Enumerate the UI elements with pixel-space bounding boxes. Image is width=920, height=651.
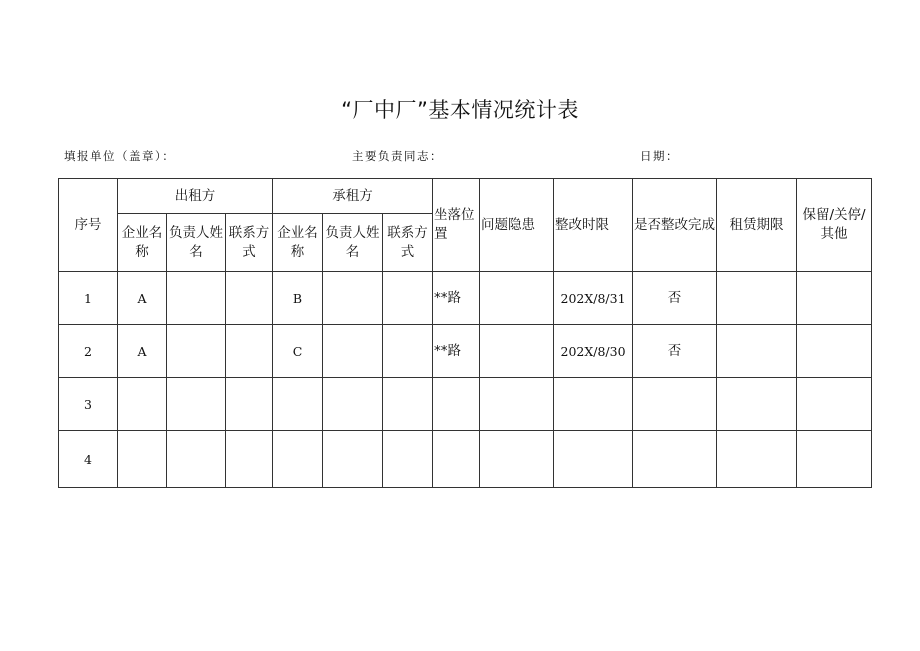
cell-status [797,378,872,431]
cell-location [433,431,480,488]
header-lessor-person [167,214,226,272]
header-row-1 [59,179,872,214]
header-lessee-company [273,214,323,272]
cell-lease-term [717,272,797,325]
table-row [59,325,872,378]
cell-lessee-person [323,431,383,488]
cell-lessor-person [167,272,226,325]
cell-status [797,325,872,378]
leader-label: 主要负责同志： [352,149,443,163]
cell-completed [633,431,717,488]
header-lessee-contact [383,214,433,272]
cell-lessee-person [323,272,383,325]
table-row [59,378,872,431]
header-lessor-contact-text: 联系方式 [228,224,270,260]
cell-lessor-company [118,378,167,431]
header-completed [633,179,717,272]
cell-lessee-contact [383,378,433,431]
cell-hazard [480,378,554,431]
cell-lessor-company: A [118,325,167,378]
cell-location: **路 [433,325,480,378]
header-status [797,179,872,272]
header-completed-text: 是否整改完成 [634,216,716,233]
header-lessor-person-text: 负责人姓名 [169,224,223,260]
cell-lessor-company: A [118,272,167,325]
cell-lessor-contact [226,325,273,378]
reporting-unit-label: 填报单位（盖章）： [64,149,176,163]
cell-completed: 否 [633,325,717,378]
header-lessor-company-text: 企业名称 [121,224,163,260]
cell-location [433,378,480,431]
cell-lessor-person [167,325,226,378]
cell-hazard [480,431,554,488]
header-status-text: 保留/关停/其他 [802,207,866,242]
cell-status [797,272,872,325]
header-hazard: 问题隐患 [480,179,554,272]
cell-lessee-contact [383,272,433,325]
header-lessee-person [323,214,383,272]
cell-completed [633,378,717,431]
header-lessee-contact-text: 联系方式 [387,224,428,260]
cell-lease-term [717,378,797,431]
cell-lessor-contact [226,431,273,488]
cell-seq: 3 [59,378,118,431]
date-label: 日期： [640,149,679,163]
header-lessee: 承租方 [273,179,433,214]
header-lessee-person-text: 负责人姓名 [325,224,380,260]
table-row [59,431,872,488]
header-deadline: 整改时限 [554,179,633,272]
cell-lessee-contact [383,431,433,488]
cell-lessee-contact [383,325,433,378]
cell-lease-term [717,325,797,378]
header-seq: 序号 [59,179,118,272]
statistics-table [58,178,872,488]
cell-deadline [554,431,633,488]
cell-hazard [480,272,554,325]
document-title: “厂中厂”基本情况统计表 [341,98,579,122]
cell-lessor-person [167,431,226,488]
cell-lessor-contact [226,378,273,431]
cell-lessee-person [323,325,383,378]
cell-lessee-person [323,378,383,431]
header-lessee-company-text: 企业名称 [277,224,318,260]
header-lessor-company [118,214,167,272]
cell-deadline: 202X/8/30 [554,325,633,378]
cell-lessor-person [167,378,226,431]
cell-deadline: 202X/8/31 [554,272,633,325]
cell-lessee-company: B [273,272,323,325]
cell-completed: 否 [633,272,717,325]
table-row [59,272,872,325]
cell-lessee-company [273,431,323,488]
header-location-text: 坐落位置 [434,207,475,242]
cell-lessee-company [273,378,323,431]
header-lessor: 出租方 [118,179,273,214]
cell-lease-term [717,431,797,488]
cell-lessee-company: C [273,325,323,378]
cell-seq: 4 [59,431,118,488]
header-location [433,179,480,272]
cell-lessor-contact [226,272,273,325]
cell-lessor-company [118,431,167,488]
cell-seq: 1 [59,272,118,325]
cell-deadline [554,378,633,431]
cell-status [797,431,872,488]
header-lease-term: 租赁期限 [717,179,797,272]
cell-location: **路 [433,272,480,325]
cell-hazard [480,325,554,378]
header-lessor-contact [226,214,273,272]
cell-seq: 2 [59,325,118,378]
